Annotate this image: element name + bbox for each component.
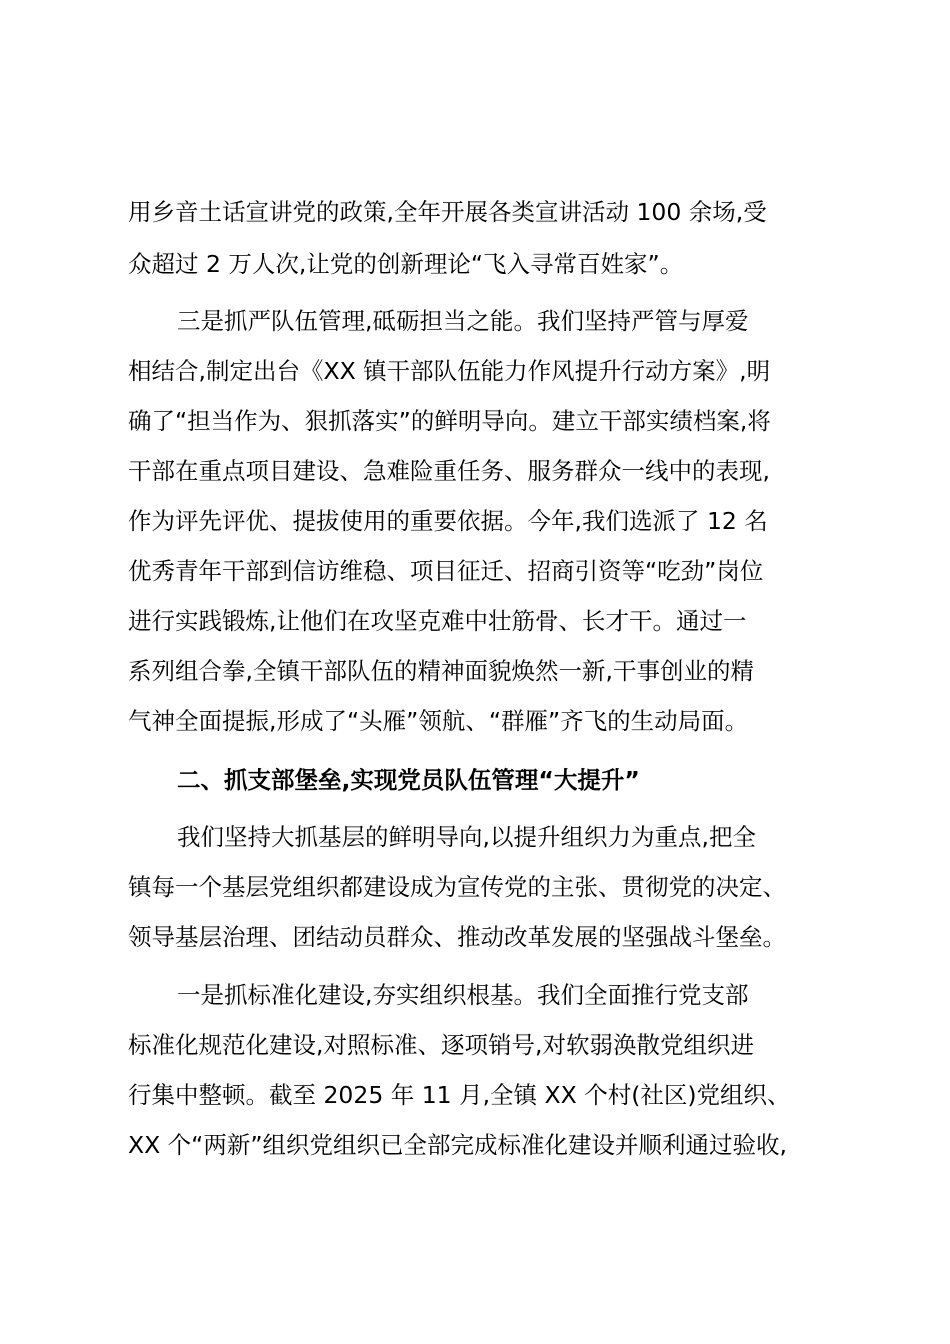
text-line-6: 干部在重点项目建设、急难险重任务、服务群众一线中的表现,: [128, 457, 770, 485]
paragraph-start-line-16: 一是抓标准化建设,夯实组织根基。我们全面推行党支部: [177, 981, 749, 1009]
section-heading: 二、抓支部堡垒,实现党员队伍管理“大提升”: [177, 766, 640, 794]
text-line-11: 气神全面提振,形成了“头雁”领航、“群雁”齐飞的生动局面。: [128, 707, 749, 735]
text-line-10: 系列组合拳,全镇干部队伍的精神面貌焕然一新,干事创业的精: [128, 657, 754, 685]
text-line-9: 进行实践锻炼,让他们在攻坚克难中壮筋骨、长才干。通过一: [128, 607, 747, 635]
paragraph-start-line-3: 三是抓严队伍管理,砥砺担当之能。我们坚持严管与厚爱: [177, 307, 749, 335]
paragraph-start-line-13: 我们坚持大抓基层的鲜明导向,以提升组织力为重点,把全: [177, 823, 756, 851]
text-line-2: 众超过 2 万人次,让党的创新理论“飞入寻常百姓家”。: [128, 250, 684, 278]
text-line-14: 镇每一个基层党组织都建设成为宣传党的主张、贯彻党的决定、: [128, 873, 786, 901]
text-line-1: 用乡音土话宣讲党的政策,全年开展各类宣讲活动 100 余场,受: [128, 198, 767, 226]
text-line-8: 优秀青年干部到信访维稳、项目征迁、招商引资等“吃劲”岗位: [128, 557, 764, 585]
text-line-17: 标准化规范化建设,对照标准、逐项销号,对软弱涣散党组织进: [128, 1031, 754, 1059]
text-line-7: 作为评先评优、提拔使用的重要依据。今年,我们选派了 12 名: [128, 507, 768, 535]
text-line-19: XX 个“两新”组织党组织已全部完成标准化建设并顺利通过验收,: [128, 1131, 787, 1159]
text-line-15: 领导基层治理、团结动员群众、推动改革发展的坚强战斗堡垒。: [128, 923, 786, 951]
text-line-4: 相结合,制定出台《XX 镇干部队伍能力作风提升行动方案》,明: [128, 357, 771, 385]
text-line-5: 确了“担当作为、狠抓落实”的鲜明导向。建立干部实绩档案,将: [128, 407, 771, 435]
text-line-18: 行集中整顿。截至 2025 年 11 月,全镇 XX 个村(社区)党组织、: [128, 1081, 791, 1109]
